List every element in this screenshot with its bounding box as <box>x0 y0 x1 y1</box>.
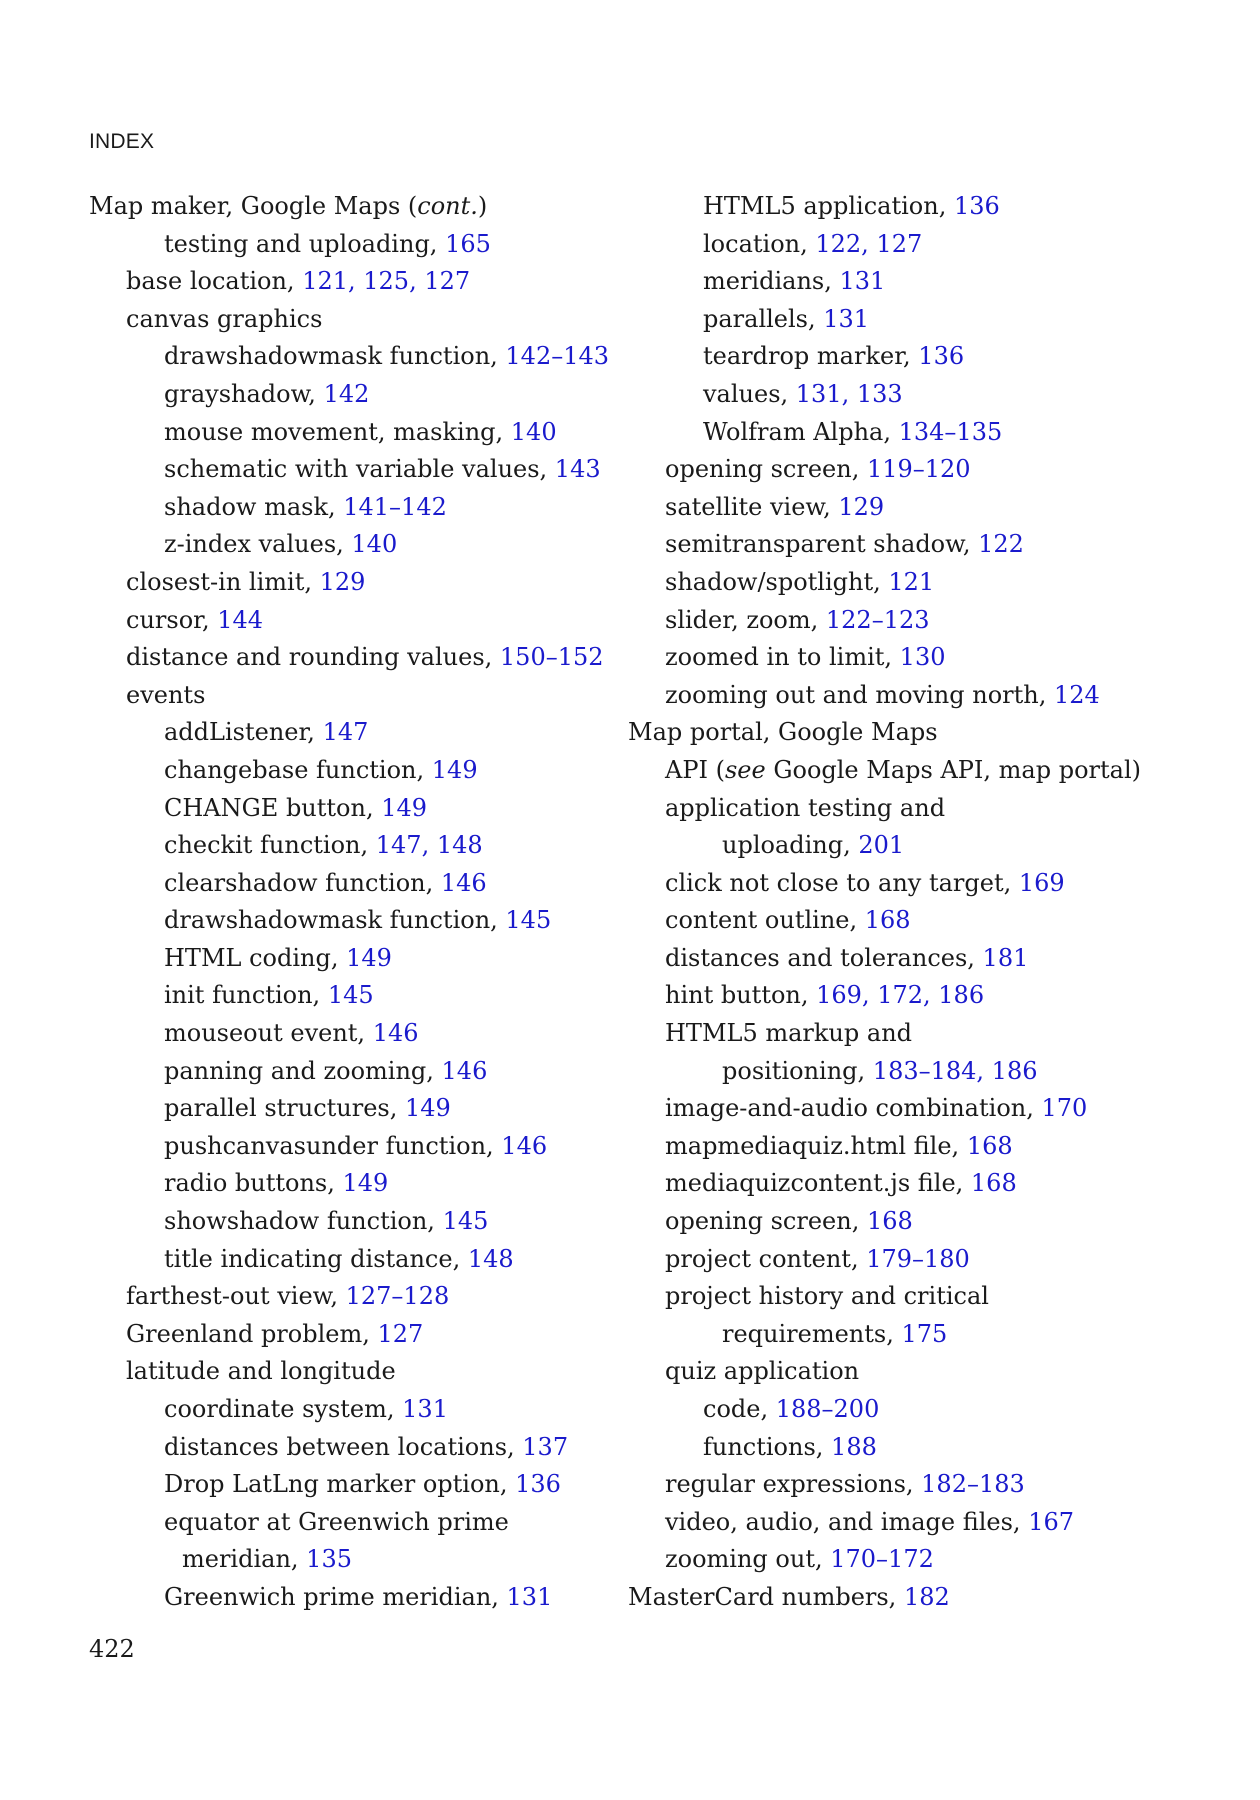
entry-term: Wolfram Alpha, <box>703 417 899 446</box>
entry-term: slider, zoom, <box>665 605 826 634</box>
entry-term: values, <box>703 379 796 408</box>
index-entry <box>89 1053 609 1091</box>
page-reference-link[interactable]: 135 <box>306 1545 352 1574</box>
index-entry <box>628 188 1228 226</box>
index-entry <box>89 188 609 226</box>
entry-term: farthest-out view, <box>126 1282 346 1311</box>
index-entry <box>628 526 1228 564</box>
index-entry <box>628 1541 1228 1579</box>
index-entry <box>628 1053 1228 1091</box>
page-reference-link[interactable]: 149 <box>346 943 392 972</box>
page-reference-link[interactable]: 146 <box>501 1131 548 1160</box>
page-reference-link[interactable]: 168 <box>864 906 911 935</box>
index-entry <box>628 977 1228 1015</box>
index-entry <box>89 1090 609 1128</box>
entry-term: satellite view, <box>665 492 839 521</box>
entry-term: Google Maps API, map portal) <box>765 755 1142 784</box>
entry-term: schematic with variable values, <box>164 455 555 484</box>
entry-term: cursor, <box>126 605 218 634</box>
entry-term: CHANGE button, <box>164 793 382 822</box>
page-reference-link[interactable]: 146 <box>441 1056 488 1085</box>
index-entry <box>628 677 1228 715</box>
entry-term: distances between locations, <box>164 1432 523 1461</box>
page-reference-link[interactable]: 129 <box>319 567 366 596</box>
entry-term: project content, <box>665 1244 867 1273</box>
index-entry <box>89 1128 609 1166</box>
entry-term: Map portal, Google Maps <box>628 718 938 747</box>
entry-term: drawshadowmask function, <box>164 906 506 935</box>
index-entry <box>89 940 609 978</box>
page-reference-link[interactable]: 146 <box>440 868 487 897</box>
entry-term: clearshadow function, <box>164 868 441 897</box>
entry-term: MasterCard numbers, <box>628 1582 904 1611</box>
entry-term: hint button, <box>665 981 817 1010</box>
index-entry <box>628 714 1228 752</box>
entry-term: closest-in limit, <box>126 567 320 596</box>
page-reference-link[interactable]: 121 <box>888 567 935 596</box>
index-entry <box>89 1504 609 1542</box>
index-entry <box>628 1316 1228 1354</box>
page-reference-link[interactable]: 168 <box>966 1131 1013 1160</box>
page-reference-link[interactable]: 141–142 <box>343 492 447 521</box>
page-reference-link[interactable]: 149 <box>405 1094 451 1123</box>
page-reference-link[interactable]: 142–143 <box>505 342 610 371</box>
index-entry <box>628 301 1228 339</box>
index-entry <box>628 1353 1228 1391</box>
index-column-right <box>628 188 1228 1617</box>
index-column-left <box>89 188 609 1617</box>
page-reference-link[interactable]: 131 <box>402 1395 448 1423</box>
index-entry <box>89 564 609 602</box>
index-entry <box>628 1391 1228 1429</box>
page-reference-link[interactable]: 145 <box>327 981 374 1010</box>
page-reference-link[interactable]: 167 <box>1028 1507 1074 1536</box>
entry-term: application testing and <box>665 793 946 822</box>
entry-term: semitransparent shadow, <box>665 530 979 559</box>
page-reference-link[interactable]: 175 <box>901 1319 948 1348</box>
entry-term-italic: cont. <box>417 192 478 220</box>
entry-term: base location, <box>126 267 303 296</box>
page-reference-link[interactable]: 149 <box>342 1169 389 1198</box>
entry-term: meridian, <box>182 1545 307 1574</box>
page-reference-link[interactable]: 149 <box>381 793 428 822</box>
index-entry <box>628 1504 1228 1542</box>
page-reference-link[interactable]: 137 <box>522 1432 569 1461</box>
index-entry <box>89 1165 609 1203</box>
page-reference-link[interactable]: 127 <box>377 1319 424 1348</box>
index-entry <box>628 451 1228 489</box>
entry-term: code, <box>703 1395 776 1423</box>
entry-term: mapmediaquiz.html file, <box>665 1131 967 1160</box>
index-entry <box>89 414 609 452</box>
index-entry <box>89 226 609 264</box>
index-entry <box>628 1128 1228 1166</box>
index-entry <box>89 1579 609 1617</box>
entry-term: Map maker, Google Maps ( <box>89 192 418 220</box>
index-entry <box>628 1429 1228 1467</box>
page-reference-link[interactable]: 122–123 <box>825 605 930 634</box>
page-reference-link[interactable]: 169 <box>1018 868 1065 897</box>
index-entry <box>628 263 1228 301</box>
page-reference-link[interactable]: 165 <box>445 229 491 258</box>
page-reference-link[interactable]: 148 <box>467 1244 514 1273</box>
index-entry <box>89 714 609 752</box>
entry-term: events <box>126 680 206 709</box>
index-entry <box>628 1278 1228 1316</box>
page-reference-link[interactable]: 170 <box>1041 1094 1088 1123</box>
index-entry <box>89 1278 609 1316</box>
entry-term: testing and uploading, <box>164 229 446 258</box>
running-header: INDEX <box>89 130 155 153</box>
index-entry <box>628 564 1228 602</box>
page-reference-link[interactable]: 168 <box>866 1207 913 1236</box>
index-entry <box>628 1241 1228 1279</box>
page-reference-link[interactable]: 129 <box>838 492 885 521</box>
entry-term: content outline, <box>665 906 865 935</box>
index-entry <box>628 639 1228 677</box>
index-entry <box>628 752 1228 790</box>
entry-term: mouse movement, masking, <box>164 417 511 446</box>
index-entry <box>89 376 609 414</box>
entry-term: parallels, <box>703 304 824 333</box>
entry-term: Greenland problem, <box>126 1319 378 1348</box>
entry-term: drawshadowmask function, <box>164 342 506 371</box>
entry-term: opening screen, <box>665 1207 867 1236</box>
index-entry <box>89 865 609 903</box>
page-reference-link[interactable]: 140 <box>510 417 557 446</box>
entry-term: checkit function, <box>164 831 376 860</box>
index-entry <box>628 902 1228 940</box>
page-reference-link[interactable]: 146 <box>372 1019 419 1048</box>
entry-term: project history and critical <box>665 1282 989 1311</box>
entry-term: z-index values, <box>164 530 352 559</box>
page-reference-link[interactable]: 122 <box>978 530 1024 559</box>
entry-term: HTML5 application, <box>703 192 954 220</box>
page-reference-link[interactable]: 144 <box>217 605 264 634</box>
entry-term: latitude and longitude <box>126 1357 396 1386</box>
index-entry <box>89 338 609 376</box>
page-reference-link[interactable]: 134–135 <box>898 417 1003 446</box>
page-reference-link[interactable]: 121, 125, 127 <box>302 267 471 296</box>
index-entry <box>628 1466 1228 1504</box>
page-reference-link[interactable]: 201 <box>858 831 905 860</box>
page-reference-link[interactable]: 149 <box>431 755 478 784</box>
entry-term: ) <box>477 192 488 220</box>
entry-term: canvas graphics <box>126 304 323 333</box>
index-entry <box>89 902 609 940</box>
entry-term: pushcanvasunder function, <box>164 1131 502 1160</box>
index-entry <box>89 677 609 715</box>
page-reference-link[interactable]: 150–152 <box>499 643 604 672</box>
page-reference-link[interactable]: 131 <box>839 267 886 296</box>
index-entry <box>628 1165 1228 1203</box>
page-reference-link[interactable]: 182 <box>903 1582 950 1611</box>
page-reference-link[interactable]: 179–180 <box>866 1244 970 1273</box>
page-reference-link[interactable]: 183–184, 186 <box>872 1056 1038 1085</box>
entry-term: image-and-audio combination, <box>665 1094 1042 1123</box>
index-entry <box>89 790 609 828</box>
index-entry <box>89 1466 609 1504</box>
entry-term: regular expressions, <box>665 1470 922 1499</box>
entry-term: video, audio, and image files, <box>665 1507 1029 1536</box>
entry-term: meridians, <box>703 267 840 296</box>
page-reference-link[interactable]: 182–183 <box>921 1470 1025 1499</box>
entry-term: HTML5 markup and <box>665 1019 913 1048</box>
index-entry <box>89 1429 609 1467</box>
index-entry <box>89 301 609 339</box>
index-entry <box>628 790 1228 828</box>
entry-term: click not close to any target, <box>665 868 1019 897</box>
entry-term: grayshadow, <box>164 379 324 408</box>
page-reference-link[interactable]: 169, 172, 186 <box>816 981 985 1010</box>
index-entry <box>89 1316 609 1354</box>
index-entry <box>628 1203 1228 1241</box>
page-reference-link[interactable]: 119–120 <box>866 455 971 484</box>
page-reference-link[interactable]: 142 <box>323 379 370 408</box>
entry-term: positioning, <box>722 1056 873 1085</box>
page-reference-link[interactable]: 130 <box>899 643 946 672</box>
entry-term: changebase function, <box>164 755 432 784</box>
page-reference-link[interactable]: 122, 127 <box>815 229 923 258</box>
page-reference-link[interactable]: 168 <box>970 1169 1017 1198</box>
index-entry <box>89 1353 609 1391</box>
index-entry <box>628 338 1228 376</box>
page-reference-link[interactable]: 136 <box>515 1470 561 1499</box>
entry-term: teardrop marker, <box>703 342 919 371</box>
entry-term: panning and zooming, <box>164 1056 442 1085</box>
entry-term: title indicating distance, <box>164 1244 468 1273</box>
page-reference-link[interactable]: 131 <box>506 1582 553 1611</box>
entry-term: mediaquizcontent.js file, <box>665 1169 971 1198</box>
entry-term: opening screen, <box>665 455 867 484</box>
page-reference-link[interactable]: 143 <box>554 455 601 484</box>
index-entry <box>628 1090 1228 1128</box>
entry-term: parallel structures, <box>164 1094 405 1123</box>
page-reference-link[interactable]: 188 <box>831 1432 877 1461</box>
entry-term: coordinate system, <box>164 1395 403 1423</box>
entry-term: addListener, <box>164 718 323 747</box>
entry-term-italic: see <box>724 755 766 784</box>
page-reference-link[interactable]: 131 <box>823 304 870 333</box>
page-reference-link[interactable]: 145 <box>505 906 552 935</box>
index-entry <box>89 827 609 865</box>
index-entry <box>628 226 1228 264</box>
entry-term: zooming out, <box>665 1545 831 1574</box>
entry-term: shadow/spotlight, <box>665 567 889 596</box>
page-reference-link[interactable]: 181 <box>982 943 1029 972</box>
index-entry <box>628 602 1228 640</box>
index-entry <box>628 865 1228 903</box>
entry-term: equator at Greenwich prime <box>164 1507 509 1536</box>
entry-term: HTML coding, <box>164 943 347 972</box>
index-entry <box>89 752 609 790</box>
index-entry <box>89 1391 609 1429</box>
entry-term: init function, <box>164 981 328 1010</box>
entry-term: Drop LatLng marker option, <box>164 1470 516 1499</box>
index-entry <box>89 639 609 677</box>
index-entry <box>628 376 1228 414</box>
index-entry <box>89 489 609 527</box>
entry-term: zooming out and moving north, <box>665 680 1054 709</box>
index-entry <box>89 1203 609 1241</box>
index-entry <box>89 1241 609 1279</box>
index-entry <box>89 1015 609 1053</box>
entry-term: shadow mask, <box>164 492 344 521</box>
index-entry <box>628 1579 1228 1617</box>
entry-term: zoomed in to limit, <box>665 643 900 672</box>
entry-term: location, <box>703 229 816 258</box>
page-reference-link[interactable]: 127–128 <box>345 1282 450 1311</box>
entry-term: Greenwich prime meridian, <box>164 1582 507 1611</box>
index-entry <box>628 414 1228 452</box>
entry-term: radio buttons, <box>164 1169 343 1198</box>
page-reference-link[interactable]: 136 <box>918 342 965 371</box>
index-entry <box>89 1541 609 1579</box>
page-reference-link[interactable]: 170–172 <box>830 1545 934 1574</box>
index-entry <box>89 977 609 1015</box>
index-entry <box>628 827 1228 865</box>
entry-term: API ( <box>665 755 725 784</box>
index-entry <box>628 940 1228 978</box>
page-number: 422 <box>89 1635 135 1663</box>
index-entry <box>628 489 1228 527</box>
entry-term: requirements, <box>722 1319 902 1348</box>
entry-term: distance and rounding values, <box>126 643 500 672</box>
entry-term: functions, <box>703 1432 832 1461</box>
index-entry <box>89 263 609 301</box>
index-entry <box>89 526 609 564</box>
entry-term: quiz application <box>665 1357 860 1386</box>
page-reference-link[interactable]: 188–200 <box>775 1395 880 1423</box>
index-entry <box>89 451 609 489</box>
entry-term: distances and tolerances, <box>665 943 983 972</box>
index-entry <box>89 602 609 640</box>
page-reference-link[interactable]: 131, 133 <box>795 379 903 408</box>
entry-term: uploading, <box>722 831 859 860</box>
page-reference-link[interactable]: 147, 148 <box>375 831 483 860</box>
page-reference-link[interactable]: 136 <box>953 192 1000 220</box>
entry-term: mouseout event, <box>164 1019 373 1048</box>
entry-term: showshadow function, <box>164 1207 443 1236</box>
page-reference-link[interactable]: 145 <box>442 1207 489 1236</box>
page-reference-link[interactable]: 140 <box>351 530 398 559</box>
page-reference-link[interactable]: 124 <box>1054 680 1100 709</box>
index-entry <box>628 1015 1228 1053</box>
page-reference-link[interactable]: 147 <box>322 718 369 747</box>
